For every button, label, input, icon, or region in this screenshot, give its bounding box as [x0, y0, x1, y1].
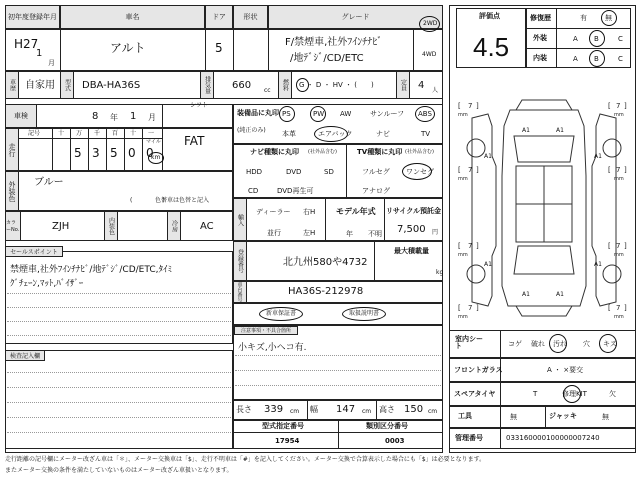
import-right: 右H: [303, 208, 316, 216]
ps-circle: [279, 106, 295, 122]
capacity-value: 4: [418, 80, 425, 91]
interior-c: C: [618, 55, 623, 63]
inspection-year-unit: 年: [110, 113, 118, 122]
color-note-parens: ( ): [130, 197, 165, 204]
type-value: 17954: [275, 437, 300, 445]
exterior-a: A: [573, 35, 578, 43]
mileage-unit-2: 千: [94, 130, 101, 137]
interior-b-circle: [589, 50, 605, 67]
width-unit: cm: [362, 408, 372, 415]
length-unit: cm: [290, 408, 300, 415]
footer-line2: またメーター交換の条件を満たしていないものはメーター改ざん車扱いとなります。: [5, 467, 233, 474]
svg-text:7: 7: [468, 304, 473, 312]
history-yes: 有: [580, 14, 587, 22]
svg-text:mm: mm: [458, 176, 468, 182]
svg-text:mm: mm: [614, 314, 624, 320]
seat-yogore: 汚れ: [553, 340, 567, 348]
import-dealer: ディーラー: [256, 208, 291, 216]
seat-koge: コゲ: [508, 340, 522, 348]
equip-pw: PW: [313, 110, 325, 118]
equipment-sub: (純正のみ): [237, 127, 266, 134]
footer-line1: 走行距離の記号欄にメーター改ざん車は「＊」、メーター交換車は「$」、走行不明車は「#」を記入してください。メーター交換で合算表示した場合にも「$」は必要となります。: [5, 456, 486, 463]
front-glass-label: フロントガラス: [454, 366, 503, 374]
svg-text:]: ]: [476, 242, 479, 250]
plate-value: 北九州580や4732: [283, 257, 368, 268]
damage-mark-7: A1: [522, 291, 530, 298]
tv-sub: (社外品含む): [405, 149, 434, 155]
spare-tire-label: スペアタイヤ: [454, 390, 496, 398]
jack-label: ジャッキ: [549, 412, 577, 420]
recycle-label: リサイクル預託金: [386, 207, 442, 215]
history-no: 無: [605, 14, 612, 22]
mileage-digit-1: 5: [74, 146, 82, 160]
front-glass-value: A ・ ×要交: [547, 366, 584, 374]
svg-text:[: [: [458, 166, 461, 174]
eval-label: 評価点: [479, 12, 500, 20]
drive-4wd: 4WD: [422, 51, 437, 58]
notes-value: 小キズ,小ヘコ有.: [238, 343, 307, 353]
svg-text:mm: mm: [614, 252, 624, 258]
mgmt-value: 033160000100000007240: [506, 434, 600, 442]
abs-circle: [415, 106, 435, 122]
reg-year-value: H27: [14, 37, 39, 51]
length-label: 長さ: [236, 405, 252, 414]
sales-label: セールスポイント: [5, 246, 63, 257]
oneseg-circle: [402, 163, 432, 180]
navi-cd: CD: [248, 187, 259, 195]
color-no-value: ZJH: [52, 221, 70, 232]
tv-label: TV種類に丸印: [357, 148, 403, 156]
mileage-label: 走行: [5, 128, 19, 171]
exterior-b: B: [594, 35, 599, 43]
model-value: DBA-HA36S: [82, 80, 141, 91]
load-label: 最大積載量: [394, 247, 429, 255]
diagram-brackets: [458, 102, 627, 320]
plate-label: 登録番号: [233, 241, 247, 281]
navi-dvd: DVD: [286, 168, 302, 176]
svg-text:]: ]: [476, 166, 479, 174]
warranty-label: 新車保証書: [266, 310, 297, 317]
recycle-unit: 円: [432, 229, 439, 236]
spare-tire-none: 欠: [609, 390, 616, 398]
mileage-unit-0: 十: [58, 130, 65, 137]
capacity-unit: 人: [432, 87, 439, 94]
svg-text:7: 7: [616, 166, 621, 174]
mileage-digit-5: 0: [146, 146, 154, 160]
load-unit: kg: [436, 269, 444, 276]
inspector-label: 検査記入欄: [5, 350, 45, 361]
svg-text:7: 7: [468, 242, 473, 250]
svg-text:[: [: [458, 242, 461, 250]
equip-airbag: エアバック: [318, 130, 353, 138]
mileage-unit-km: km: [151, 154, 161, 161]
svg-text:7: 7: [616, 102, 621, 110]
tv-oneseg: ワンセグ: [406, 168, 434, 176]
frame-label: 車台番号: [233, 281, 247, 303]
reg-year-header: 初年度登録年月: [5, 5, 60, 29]
exterior-b-circle: [589, 30, 605, 47]
svg-text:]: ]: [624, 304, 627, 312]
svg-text:mm: mm: [458, 314, 468, 320]
svg-text:mm: mm: [458, 112, 468, 118]
shape-header: 形状: [233, 5, 268, 29]
seat-yogore-circle: [549, 334, 567, 353]
svg-text:mm: mm: [614, 176, 624, 182]
recycle-value: 7,500: [397, 224, 426, 235]
svg-text:]: ]: [624, 102, 627, 110]
damage-mark-6: A1: [594, 261, 602, 268]
fuel-g-circle: [296, 78, 309, 92]
svg-text:mm: mm: [458, 252, 468, 258]
inspection-year: 8: [92, 111, 99, 122]
manual-label: 取扱説明書: [349, 310, 380, 317]
damage-mark-1: A1: [522, 127, 530, 134]
mgmt-label: 管理番号: [455, 434, 483, 442]
class-label: 類別区分番号: [366, 422, 408, 430]
mileage-unit-5: 一: [148, 130, 155, 137]
exterior-label: 外装: [533, 34, 547, 42]
shift-value: FAT: [184, 134, 205, 148]
svg-text:[: [: [608, 102, 611, 110]
model-year-label: モデル年式: [336, 207, 376, 216]
spare-tire-t: T: [533, 390, 538, 398]
height-unit: cm: [428, 408, 438, 415]
navi-dvd-play: DVD再生可: [277, 187, 314, 195]
tools-value: 無: [510, 413, 517, 421]
svg-text:]: ]: [476, 102, 479, 110]
exterior-c: C: [618, 35, 623, 43]
ac-label: 冷房: [167, 211, 181, 241]
disp-label: 排気量: [200, 71, 214, 99]
interior-a: A: [573, 55, 578, 63]
fuel-label: 燃料: [278, 71, 292, 99]
frame-value: HA36S-212978: [288, 286, 364, 297]
equip-tv: TV: [421, 130, 431, 138]
svg-text:[: [: [608, 304, 611, 312]
height-label: 高さ: [379, 405, 395, 414]
inspection-month: 1: [130, 111, 137, 122]
interior-label: 内装: [533, 54, 547, 62]
mileage-digit-2: 3: [92, 146, 100, 160]
damage-mark-3: A1: [484, 153, 492, 160]
spare-tire-kit: 修理KIT: [562, 390, 587, 398]
mileage-digit-3: 5: [110, 146, 118, 160]
model-year-unknown: 不明: [368, 230, 382, 238]
svg-text:[: [: [458, 102, 461, 110]
mileage-marks-label: 記号: [28, 130, 41, 137]
airbag-circle: [314, 126, 348, 142]
damage-mark-2: A1: [556, 127, 564, 134]
spare-kit-circle: [563, 385, 581, 403]
reg-month-value: 1: [36, 48, 43, 59]
eval-score: 4.5: [473, 32, 510, 62]
mileage-unit-4: 十: [130, 130, 137, 137]
use-value: 自家用: [25, 80, 55, 91]
damage-mark-5: A1: [484, 261, 492, 268]
top-values-row: [5, 29, 443, 71]
disp-unit: cc: [264, 87, 271, 94]
seat-kizu: キズ: [603, 340, 617, 348]
navi-sd: SD: [324, 168, 334, 176]
import-left: 左H: [303, 229, 316, 237]
navi-sub: (社外品含む): [308, 149, 337, 155]
equip-navi: ナビ: [376, 130, 390, 138]
length-value: 339: [264, 404, 284, 415]
color-value: ブルー: [34, 177, 64, 188]
svg-text:[: [: [608, 166, 611, 174]
door-value: 5: [215, 41, 223, 55]
interior-color-label: 内装色: [104, 211, 118, 241]
svg-text:7: 7: [468, 102, 473, 110]
inspector-block: [5, 350, 233, 449]
seat-ana: 穴: [583, 340, 590, 348]
navi-hdd: HDD: [246, 168, 263, 176]
door-header: ドア: [205, 5, 233, 29]
equip-abs: ABS: [418, 110, 432, 118]
color-no-label: カラーNo.: [5, 211, 21, 241]
tv-fullseg: フルセグ: [362, 168, 390, 176]
grade-line2: /地ﾃﾞｼﾞ/CD/ETC: [290, 53, 364, 64]
interior-seat-label: 室内シート: [455, 335, 483, 350]
svg-text:]: ]: [624, 166, 627, 174]
car-name-value: アルト: [110, 41, 146, 55]
equip-ps: PS: [282, 110, 291, 118]
model-label: 型式: [60, 71, 74, 99]
mileage-unit-mile: マイル: [146, 139, 161, 145]
equip-leather: 本革: [282, 130, 296, 138]
reg-month-unit: 月: [48, 59, 55, 67]
mileage-unit-3: 百: [112, 130, 119, 137]
svg-text:[: [: [608, 242, 611, 250]
type-label: 型式指定番号: [262, 422, 304, 430]
shift-label: シフト: [190, 102, 209, 109]
color-note: 色替車は色替と記入: [155, 197, 210, 204]
interior-b: B: [594, 55, 599, 63]
svg-text:mm: mm: [614, 112, 624, 118]
pw-circle: [310, 106, 326, 122]
svg-text:]: ]: [476, 304, 479, 312]
model-year-unit: 年: [346, 230, 353, 238]
svg-text:7: 7: [616, 304, 621, 312]
equip-sunroof: サンルーフ: [370, 110, 405, 118]
mileage-unit-1: 万: [76, 130, 83, 137]
equipment-label: 装備品に丸印: [237, 109, 279, 117]
svg-text:[: [: [458, 304, 461, 312]
inspection-label: 車検: [5, 104, 37, 128]
inspection-month-unit: 月: [148, 113, 156, 122]
notes-block: [233, 325, 443, 400]
damage-mark-4: A1: [594, 153, 602, 160]
navi-label: ナビ種類に丸印: [250, 148, 299, 156]
drive-2wd: 2WD: [423, 20, 438, 27]
grade-header: グレード: [268, 5, 443, 29]
svg-text:7: 7: [468, 166, 473, 174]
history-label: 修復歴: [530, 14, 551, 22]
width-value: 147: [336, 404, 356, 415]
sales-line1: 禁煙車,社外ﾌｲﾝﾁﾅﾋﾞ/地ﾃﾞｼﾞ/CD/ETC,ﾀｲﾐ: [10, 265, 172, 275]
height-value: 150: [404, 404, 424, 415]
seat-kizu-circle: [599, 334, 617, 353]
ac-value: AC: [200, 221, 214, 232]
color-label: 外装色: [5, 171, 19, 211]
grade-line1: F/禁煙車,社外ﾌｲﾝﾁﾅﾋﾞ: [285, 37, 383, 48]
tv-analog: アナログ: [362, 187, 390, 195]
jack-value: 無: [602, 413, 609, 421]
damage-mark-8: A1: [556, 291, 564, 298]
notes-label: 注意事項・不具合箇所: [234, 326, 298, 335]
capacity-label: 定員: [396, 71, 410, 99]
seat-yabure: 破れ: [531, 340, 545, 348]
width-label: 幅: [310, 405, 318, 414]
history-no-circle: [601, 10, 617, 26]
mileage-digit-4: 0: [128, 146, 136, 160]
disp-value: 660: [232, 80, 252, 91]
class-value: 0003: [385, 437, 405, 445]
use-label: 車歴: [5, 71, 19, 99]
fuel-options: G ・ D ・ HV ・ ( ): [299, 81, 374, 89]
svg-text:7: 7: [616, 242, 621, 250]
equip-aw: AW: [340, 110, 352, 118]
car-name-header: 車名: [60, 5, 205, 29]
tools-label: 工具: [458, 412, 472, 420]
svg-text:]: ]: [624, 242, 627, 250]
import-label: 輸入: [233, 198, 247, 241]
import-parallel: 並行: [267, 229, 281, 237]
sales-line2: ｸﾞﾁｪｰﾝ,ﾏｯﾄ,ﾊﾞｲｻﾞｰ: [10, 279, 84, 289]
car-damage-diagram: [452, 96, 636, 324]
color-no-row: [5, 211, 233, 241]
